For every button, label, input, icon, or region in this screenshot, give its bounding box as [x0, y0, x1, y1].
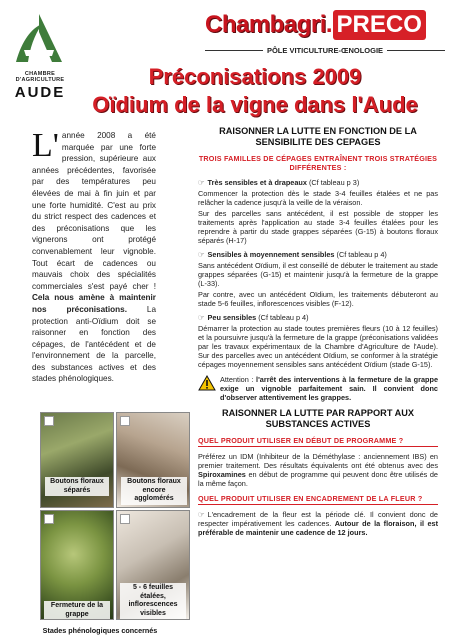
brand-name: Chambagri — [205, 11, 326, 38]
logo-line-3: AUDE — [14, 84, 66, 101]
attention-label: Attention : — [220, 375, 257, 384]
logo-line-2: D'AGRICULTURE — [15, 77, 65, 83]
section-2-sub-1: QUEL PRODUIT UTILISER EN DÉBUT DE PROGRAMME ? — [198, 436, 438, 447]
photo-boutons-separes — [40, 412, 114, 508]
pole-subtitle-text: PÔLE VITICULTURE-ŒNOLOGIE — [266, 46, 384, 55]
brand-dot: . — [325, 11, 333, 38]
section-1-subheading: TROIS FAMILLES DE CÉPAGES ENTRAÎNENT TROIS STRATÉGIES DIFFÉRENTES : — [198, 154, 438, 172]
stage-letter-box — [120, 514, 130, 524]
photo-caption-1: Boutons floraux séparés — [45, 477, 109, 496]
intro-text-1: année 2008 a été marquée par une forte pression, supérieure aux années précédentes, favorisée par des températures peu élevées de mai à fin juin et par une forte humidité. C'est au prix du strict respect des cadences et des préconisations que les vignerons ont protégé convenablement leur vignoble. Tout écart de cadences ou mauvais choix des spécialités commerciales s'est payé cher ! — [32, 131, 156, 291]
photo-caption-3: Fermeture de la grappe — [44, 601, 110, 620]
attention-text: l'arrêt des interventions à la fermeture de la grappe exige un vignoble parfaitement sain. Il convient donc d'observer attentivement les grappes. — [220, 375, 438, 402]
photo-5-6-feuilles — [116, 510, 190, 620]
pointing-hand-icon: ☞ — [198, 178, 205, 187]
intro-text-2: La protection anti-Oïdium doit se raisonner en fonction des cépages, de l'antécédent et de l'environnement de la parcelle, des substances actives et des stades phénologiques. — [32, 304, 156, 384]
divider — [205, 50, 263, 51]
section-2-sub-2: QUEL PRODUIT UTILISER EN ENCADREMENT DE LA FLEUR ? — [198, 494, 438, 505]
logo-line-1: CHAMBRE — [24, 71, 56, 77]
section-2-paragraph-2: ☞ L'encadrement de la fleur est la période clé. Il convient donc de respecter impérativement les cadences. Autour de la floraison, il est préférable de maintenir une cadence de 12 jours. — [198, 510, 439, 537]
brand-header — [205, 10, 445, 46]
pointing-hand-icon: ☞ — [198, 313, 205, 322]
photo-caption-2: Boutons floraux encore agglomérés — [121, 477, 187, 505]
item-moyennement-sensibles: ☞ Sensibles à moyennement sensibles (Cf tableau p 4) — [198, 250, 387, 259]
pointing-hand-icon: ☞ — [198, 250, 205, 259]
item-2-paragraph-2: Par contre, avec un antécédent Oïdium, les traitements débuteront au stade 5-6 feuilles, inflorescences visibles (F-12). — [198, 290, 438, 308]
divider — [387, 50, 445, 51]
stage-letter-box — [44, 416, 54, 426]
right-column — [198, 126, 438, 539]
section-1-heading: RAISONNER LA LUTTE EN FONCTION DE LA SENSIBILITE DES CEPAGES — [219, 126, 417, 147]
pointing-hand-icon: ☞ — [198, 510, 205, 519]
item-2-paragraph-1: Sans antécédent Oïdium, il est conseillé de débuter le traitement au stade grappes séparées (G-15) et maintenir jusqu'à la fermeture de la grappe (L-33). — [198, 261, 438, 288]
item-1-paragraph-1: Commencer la protection dès le stade 3-4 feuilles étalées et ne pas relâcher la cadence jusqu'à la veille de la véraison. — [198, 189, 438, 207]
intro-bold: Cela nous amène à maintenir nos préconisations. — [32, 293, 156, 314]
section-2-heading: RAISONNER LA LUTTE PAR RAPPORT AUX SUBSTANCES ACTIVES — [221, 408, 415, 429]
item-1-paragraph-2: Sur des parcelles sans antécédent, il est possible de stopper les traitements après l'application au stade 3-4 feuilles étalées pour les reprendre à partir du stade grappes séparées (G-15) à boutons floraux séparés (H-17) — [198, 209, 438, 245]
item-peu-sensibles: ☞ Peu sensibles (Cf tableau p 4) — [198, 313, 309, 322]
photo-boutons-agglomeres — [116, 412, 190, 508]
attention-note — [198, 375, 438, 402]
item-tres-sensibles: ☞ Très sensibles et à drapeaux (Cf tableau p 3) — [198, 178, 360, 187]
section-2-paragraph-1: Préférez un IDM (Inhibiteur de la Déméthylase : anciennement IBS) en premier traitement. Des résultats équivalents ont été obtenus avec des Spiroxamines en début de programme qui peuvent donc être utilisés de la même façon. — [198, 452, 438, 488]
item-3-paragraph-1: Démarrer la protection au stade toutes premières fleurs (10 à 12 feuilles) et la poursuivre jusqu'à la fermeture de la grappe (préconisations validées par les travaux expérimentaux de la Chambre d'Agriculture de l'Aude). Sur des parcelles avec un antécédent Oïdium, se conformer à la stratégie cépages moyennement sensibles sans antécédent Oïdium (stade G-15). — [198, 324, 438, 369]
brand-tag: PRECO — [333, 10, 426, 40]
leaf-logo-icon — [12, 10, 66, 66]
stage-letter-box — [44, 514, 54, 524]
stage-letter-box — [120, 416, 130, 426]
page-title-line-2: Oïdium de la vigne dans l'Aude — [92, 92, 418, 117]
photos-caption: Stades phénologiques concernés — [42, 626, 158, 635]
drop-cap: L' — [32, 127, 59, 164]
photo-caption-4: 5 - 6 feuilles étalées, inflorescences visibles — [120, 583, 186, 619]
warning-icon — [198, 375, 216, 391]
page-title-line-1: Préconisations 2009 — [148, 64, 362, 89]
intro-paragraph — [32, 127, 156, 385]
photo-fermeture-grappe — [40, 510, 114, 620]
pole-subtitle — [205, 46, 445, 55]
